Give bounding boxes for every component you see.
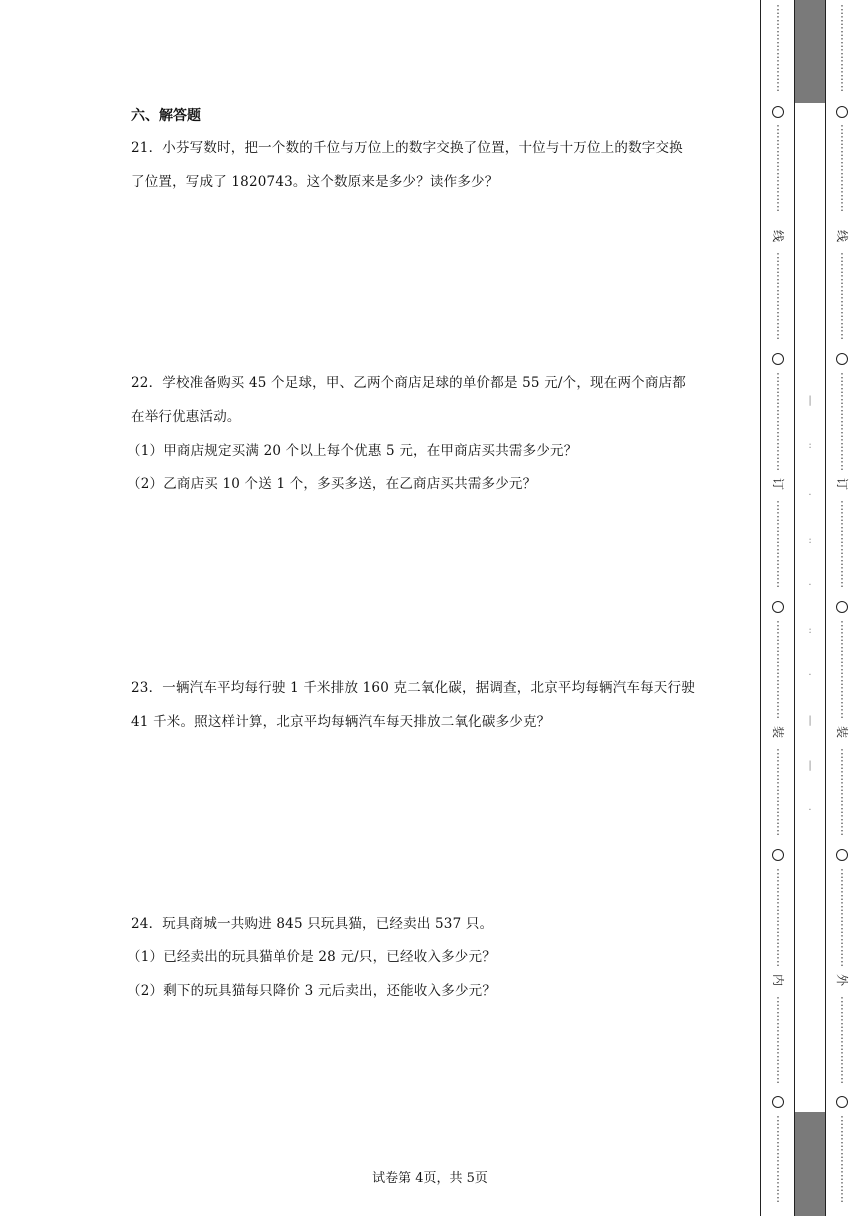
- q22-sub1: （1）甲商店规定买满 20 个以上每个优惠 5 元，在甲商店买共需多少元？: [127, 443, 578, 459]
- page-footer: 试卷第 4页，共 5页: [372, 1171, 488, 1186]
- q21-line2: 了位置，写成了 1820743。这个数原来是多少？读作多少？: [131, 174, 499, 190]
- q24-line1: 24．玩具商城一共购进 845 只玩具猫，已经卖出 537 只。: [131, 916, 494, 932]
- q24-sub1: （1）已经卖出的玩具猫单价是 28 元/只，已经收入多少元？: [127, 949, 496, 965]
- outer-staple-label: 订: [834, 477, 849, 491]
- binding-circle-icon: [836, 106, 848, 118]
- inner-bind-label: 装: [770, 725, 785, 739]
- outer-binding-column: ⋮ ⋮ ⋮ ⋮ ⋮ ⋮ ⋮ ⋮ ⋮ ⋮ ⋮ ⋮ ⋮ ⋮ ⋮ ⋮ 线 ⋮ ⋮ ⋮ ⋮ ⋮ ⋮ ⋮ ⋮ ⋮ ⋮ ⋮ ⋮ ⋮ ⋮ ⋮ ⋮ ⋮ 订 ⋮ ⋮ ⋮ ⋮ ⋮ ⋮ ⋮ ⋮ ⋮ ⋮ ⋮ ⋮ ⋮ ⋮ ⋮ ⋮ ⋮ 装 ⋮ ⋮ ⋮ ⋮ ⋮ ⋮ ⋮ ⋮ ⋮ ⋮ ⋮ ⋮ ⋮ ⋮ ⋮ ⋮ ⋮ 外 ⋮ ⋮ ⋮ ⋮ ⋮ ⋮ ⋮ ⋮ ⋮ ⋮ ⋮ ⋮ ⋮ ⋮ ⋮ ⋮: [834, 3, 849, 1204]
- q22-line2: 在举行优惠活动。: [131, 409, 241, 425]
- binding-circle-icon: [772, 601, 784, 613]
- q24-sub2: （2）剩下的玩具猫每只降价 3 元后卖出，还能收入多少元？: [127, 983, 497, 999]
- section-title: 六、解答题: [131, 108, 201, 124]
- q23-line2: 41 千米。照这样计算，北京平均每辆汽车每天排放二氧化碳多少克？: [131, 714, 551, 730]
- binding-circle-icon: [836, 1096, 848, 1108]
- binding-circle-icon: [772, 849, 784, 861]
- q23-line1: 23．一辆汽车平均每行驶 1 千米排放 160 克二氧化碳，据调查，北京平均每辆汽车每天行驶: [131, 680, 695, 696]
- q21-line1: 21．小芬写数时，把一个数的千位与万位上的数字交换了位置，十位与十万位上的数字交换: [131, 140, 683, 156]
- binding-circle-icon: [772, 106, 784, 118]
- binding-circle-icon: [772, 353, 784, 365]
- inner-binding-column: ⋮ ⋮ ⋮ ⋮ ⋮ ⋮ ⋮ ⋮ ⋮ ⋮ ⋮ ⋮ ⋮ ⋮ ⋮ ⋮ 线 ⋮ ⋮ ⋮ ⋮ ⋮ ⋮ ⋮ ⋮ ⋮ ⋮ ⋮ ⋮ ⋮ ⋮ ⋮ ⋮ ⋮ 订 ⋮ ⋮ ⋮ ⋮ ⋮ ⋮ ⋮ ⋮ ⋮ ⋮ ⋮ ⋮ ⋮ ⋮ ⋮ ⋮ ⋮ 装 ⋮ ⋮ ⋮ ⋮ ⋮ ⋮ ⋮ ⋮ ⋮ ⋮ ⋮ ⋮ ⋮ ⋮ ⋮ ⋮ ⋮ 内 ⋮ ⋮ ⋮ ⋮ ⋮ ⋮ ⋮ ⋮ ⋮ ⋮ ⋮ ⋮ ⋮ ⋮ ⋮ ⋮: [760, 0, 795, 1216]
- outer-side-label: 外: [834, 973, 849, 987]
- inner-line-label: 线: [770, 229, 785, 243]
- inner-side-label: 内: [770, 973, 785, 987]
- q22-sub2: （2）乙商店买 10 个送 1 个，多买多送，在乙商店买共需多少元？: [127, 476, 537, 492]
- inner-staple-label: 订: [770, 477, 785, 491]
- binding-circle-icon: [772, 1096, 784, 1108]
- binding-circle-icon: [836, 353, 848, 365]
- binding-gray-column: | : · : · : · | | ·: [794, 0, 826, 1216]
- binding-circle-icon: [836, 849, 848, 861]
- outer-line-label: 线: [834, 229, 849, 243]
- binding-circle-icon: [836, 601, 848, 613]
- q22-line1: 22．学校准备购买 45 个足球，甲、乙两个商店足球的单价都是 55 元/个，现在两个商店都: [131, 375, 686, 391]
- outer-bind-label: 装: [834, 725, 849, 739]
